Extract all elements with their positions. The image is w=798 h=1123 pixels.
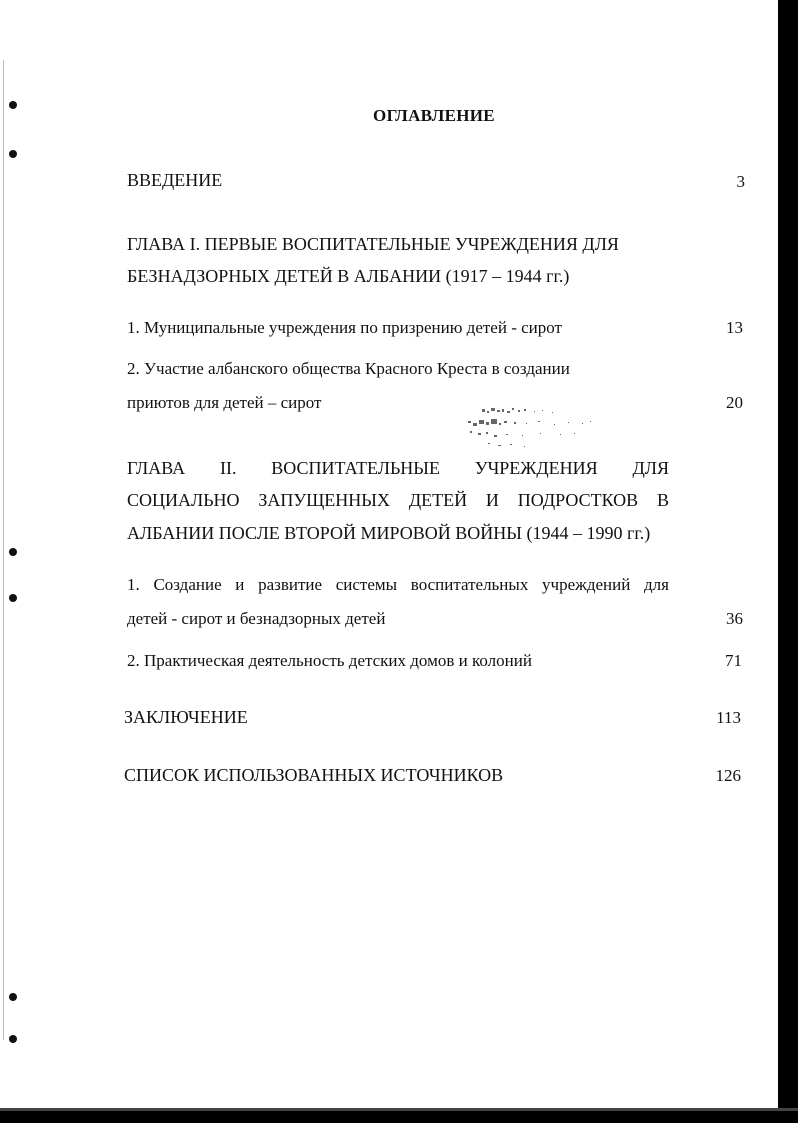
binding-hole-mark xyxy=(9,150,17,158)
toc-entry-sources: СПИСОК ИСПОЛЬЗОВАННЫХ ИСТОЧНИКОВ xyxy=(124,765,504,785)
chapter-2-heading-line2: СОЦИАЛЬНО ЗАПУЩЕННЫХ ДЕТЕЙ И ПОДРОСТКОВ В xyxy=(127,490,669,510)
chapter-1-heading-line1: ГЛАВА I. ПЕРВЫЕ ВОСПИТАТЕЛЬНЫЕ УЧРЕЖДЕНИЯ ДЛЯ xyxy=(127,234,619,254)
binding-hole-mark xyxy=(9,548,17,556)
page-number-conclusion: 113 xyxy=(716,708,741,727)
page-number-section-1-2: 20 xyxy=(726,393,743,412)
toc-section-1-2-line1: 2. Участие албанского общества Красного Креста в создании xyxy=(127,359,570,378)
toc-entry-conclusion: ЗАКЛЮЧЕНИЕ xyxy=(124,707,248,727)
scan-edge-bottom xyxy=(0,1111,798,1123)
page-number-section-2-2: 71 xyxy=(725,651,742,670)
toc-section-1-2-line2: приютов для детей – сирот xyxy=(127,393,322,412)
binding-hole-mark xyxy=(9,993,17,1001)
binding-hole-mark xyxy=(9,1035,17,1043)
page-number-section-2-1: 36 xyxy=(726,609,743,628)
chapter-1-heading-line2: БЕЗНАДЗОРНЫХ ДЕТЕЙ В АЛБАНИИ (1917 – 1944 гг.) xyxy=(127,266,570,286)
page-number-sources: 126 xyxy=(715,766,741,785)
scan-edge-right xyxy=(778,0,798,1123)
page-number-section-1-1: 13 xyxy=(726,318,743,337)
toc-entry-introduction: ВВЕДЕНИЕ xyxy=(127,170,223,190)
faded-stamp xyxy=(464,405,596,449)
chapter-2-heading-line3: АЛБАНИИ ПОСЛЕ ВТОРОЙ МИРОВОЙ ВОЙНЫ (1944 – 1990 гг.) xyxy=(127,523,651,543)
toc-section-2-2: 2. Практическая деятельность детских домов и колоний xyxy=(127,651,532,670)
page-number-introduction: 3 xyxy=(736,172,745,191)
chapter-2-heading-line1: ГЛАВА II. ВОСПИТАТЕЛЬНЫЕ УЧРЕЖДЕНИЯ ДЛЯ xyxy=(127,458,669,478)
binding-hole-mark xyxy=(9,594,17,602)
toc-section-2-1-line1: 1. Создание и развитие системы воспитательных учреждений для xyxy=(127,575,669,594)
toc-section-1-1: 1. Муниципальные учреждения по призрению детей - сирот xyxy=(127,318,562,337)
scan-edge-left xyxy=(3,60,4,1040)
toc-title: ОГЛАВЛЕНИЕ xyxy=(373,106,495,125)
toc-section-2-1-line2: детей - сирот и безнадзорных детей xyxy=(127,609,386,628)
